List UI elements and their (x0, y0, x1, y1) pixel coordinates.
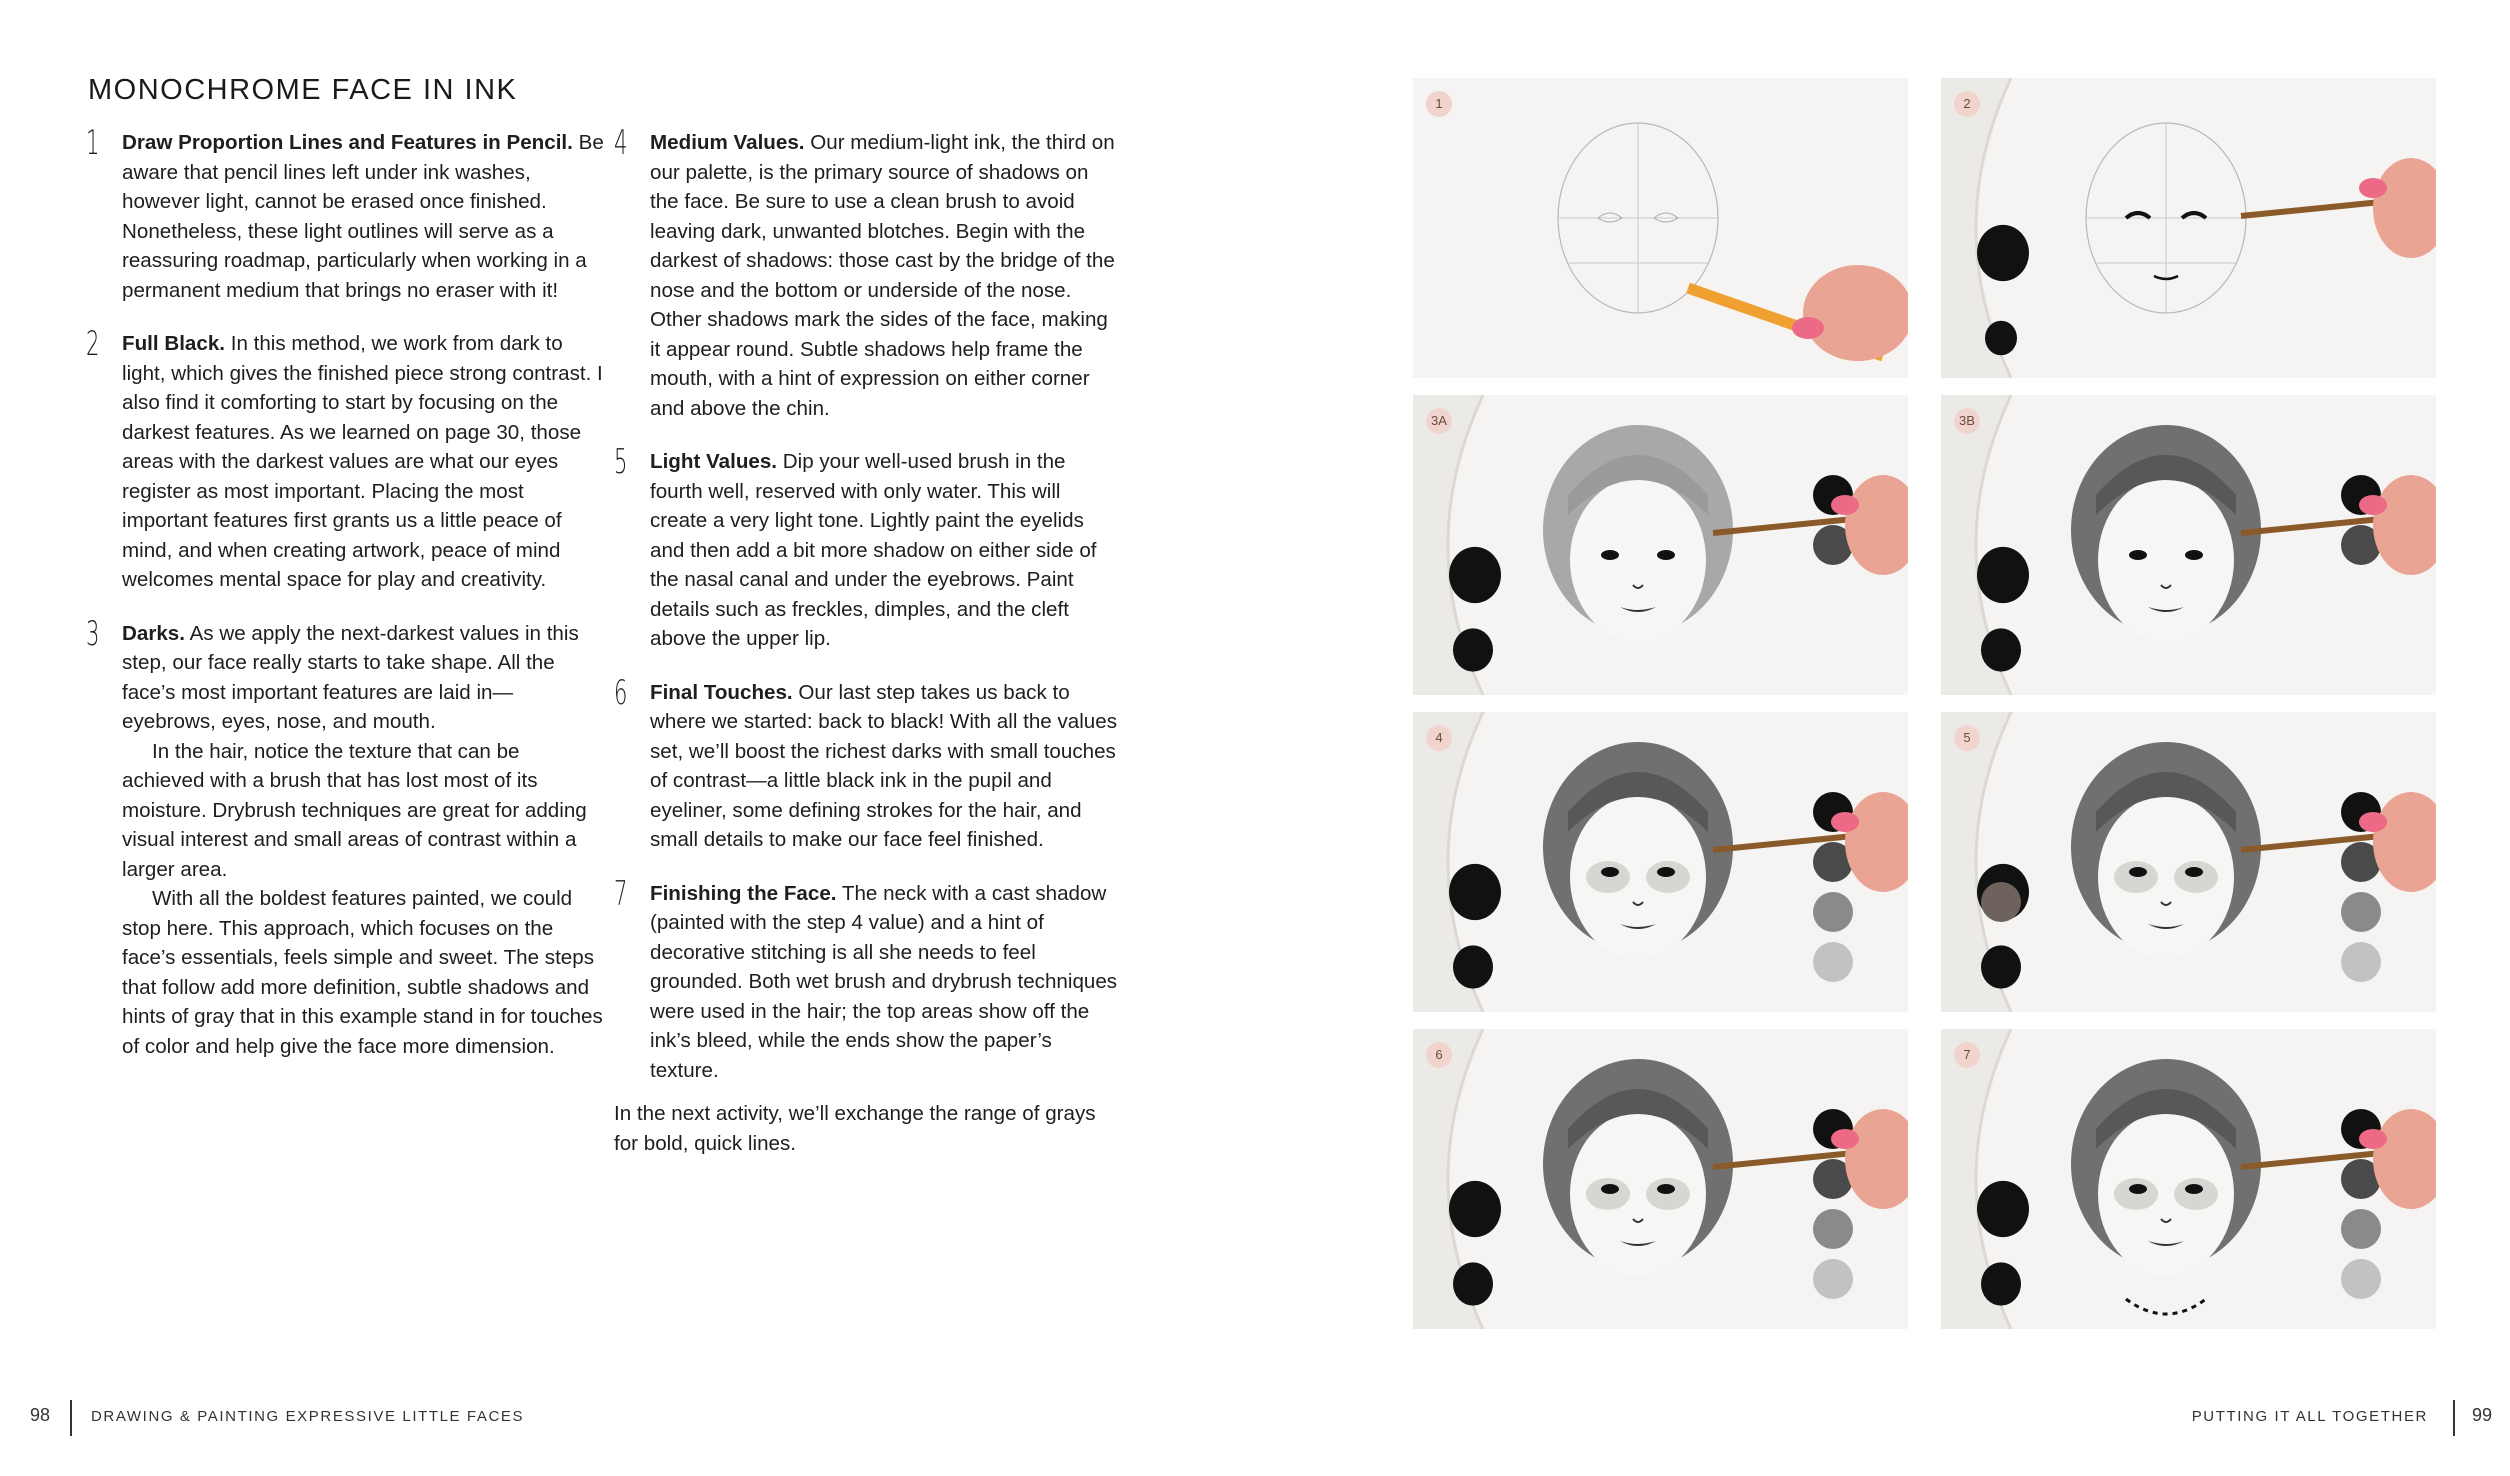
page-number-right: 99 (2472, 1405, 2493, 1425)
photo-label-badge: 3A (1426, 408, 1452, 434)
page-number-left: 98 (30, 1405, 51, 1425)
step-heading: Medium Values. (650, 131, 805, 154)
step-text (122, 128, 606, 305)
step-text (650, 678, 1120, 855)
step-photo (1413, 1029, 1908, 1329)
photo-label-badge: 1 (1426, 91, 1452, 117)
step-heading: Final Touches. (650, 680, 793, 704)
page-title: MONOCHROME FACE IN INK (88, 74, 518, 106)
step-photo (1941, 1029, 2436, 1329)
step-photo (1941, 395, 2436, 695)
step-3 (86, 613, 606, 1062)
photo-label-badge: 5 (1954, 725, 1980, 751)
step-photo (1941, 78, 2436, 378)
photo-label-badge: 3B (1954, 408, 1980, 434)
step-text (122, 329, 606, 595)
step-text (650, 128, 1120, 423)
step-body: The neck with a cast shadow (painted with the step 4 value) and a hint of decorative stitching is all she needs to feel grounded. Both wet brush and drybrush techniques were used in the hair; the top areas show off the ink’s bleed, while the ends show the paper’s texture. (650, 881, 1118, 1082)
closing-note: In the next activity, we’ll exchange the range of grays for bold, quick lines. (614, 1102, 1096, 1155)
step-7 (614, 873, 1120, 1086)
step-4 (614, 123, 1120, 423)
step-number: 6 (614, 672, 628, 713)
step-5 (614, 442, 1120, 654)
step-body: Our medium-light ink, the third on our palette, is the primary source of shadows on the face. Be sure to use a clean brush to avoid leaving dark, unwanted blotches. Begin with the darkest of shadows: those cast by the bridge of the nose and the bottom or underside of the nose. Other shadows mark the sides of the face, making it appear round. Subtle shadows help frame the mouth, with a hint of expression on either corner and above the chin. (650, 131, 1115, 420)
step-6 (614, 672, 1120, 855)
footer-divider (2453, 1400, 2455, 1436)
step-1 (86, 123, 606, 305)
step-body-paragraph: In the hair, notice the texture that can be achieved with a brush that has lost most of its moisture. Drybrush techniques are great for adding visual interest and small areas of contrast within a larger area. (122, 739, 587, 881)
step-body-paragraph: With all the boldest features painted, we could stop here. This approach, which focuses on the face’s essentials, feels simple and sweet. The steps that follow add more definition, subtle shadows and hints of gray that in this example stand in for touches of color and help give the face more dimension. (122, 887, 603, 1058)
step-body: As we apply the next-darkest values in this step, our face really starts to take shape. All the face’s most important features are laid in—eyebrows, eyes, nose, and mouth. (122, 621, 579, 733)
step-number: 3 (86, 613, 100, 654)
step-text (122, 619, 606, 737)
step-photo (1413, 712, 1908, 1012)
step-body: Our last step takes us back to where we started: back to black! With all the values set, we’ll boost the richest darks with small touches of contrast—a little black ink in the pupil and eyeliner, some defining strokes for the hair, and small details to make our face feel finished. (650, 680, 1118, 851)
photo-label-badge: 2 (1954, 91, 1980, 117)
step-heading: Full Black. (122, 332, 225, 355)
footer-divider (70, 1400, 72, 1436)
step-photo (1413, 78, 1908, 378)
step-number: 2 (86, 324, 100, 364)
step-2 (86, 324, 606, 595)
step-number: 5 (614, 442, 628, 482)
step-body: In this method, we work from dark to light, which gives the finished piece strong contrast. I also find it comforting to start by focusing on the darkest features. As we learned on page 30, those areas with the darkest values are what our eyes register as most important. Placing the most important features first grants us a little peace of mind, and when creating artwork, peace of mind welcomes mental space for play and creativity. (122, 332, 603, 591)
step-number: 4 (614, 123, 628, 163)
step-heading: Darks. (122, 621, 185, 645)
step-text (650, 447, 1120, 654)
step-heading: Light Values. (650, 450, 778, 473)
step-heading: Finishing the Face. (650, 881, 837, 905)
step-body: Be aware that pencil lines left under ink washes, however light, cannot be erased once finished. Nonetheless, these light outlines will serve as a reassuring roadmap, particularly when working in a permanent medium that brings no eraser with it! (122, 131, 604, 302)
step-photo (1413, 395, 1908, 695)
step-text (650, 879, 1120, 1086)
running-title-left: DRAWING & PAINTING EXPRESSIVE LITTLE FACES (91, 1408, 525, 1425)
middle-text-column (614, 123, 1120, 1158)
step-photo (1941, 712, 2436, 1012)
photo-label-badge: 7 (1954, 1042, 1980, 1068)
photo-label-badge: 4 (1426, 725, 1452, 751)
step-heading: Draw Proportion Lines and Features in Pencil. (122, 131, 573, 154)
step-number: 1 (86, 123, 100, 163)
step-number: 7 (614, 873, 628, 914)
step-body: Dip your well-used brush in the fourth well, reserved with only water. This will create a very light tone. Lightly paint the eyelids and then add a bit more shadow on either side of the nasal canal and under the eyebrows. Paint details such as freckles, dimples, and the cleft above the upper lip. (650, 450, 1097, 650)
left-text-column (86, 123, 606, 1085)
running-title-right: PUTTING IT ALL TOGETHER (2191, 1408, 2428, 1425)
photo-label-badge: 6 (1426, 1042, 1452, 1068)
